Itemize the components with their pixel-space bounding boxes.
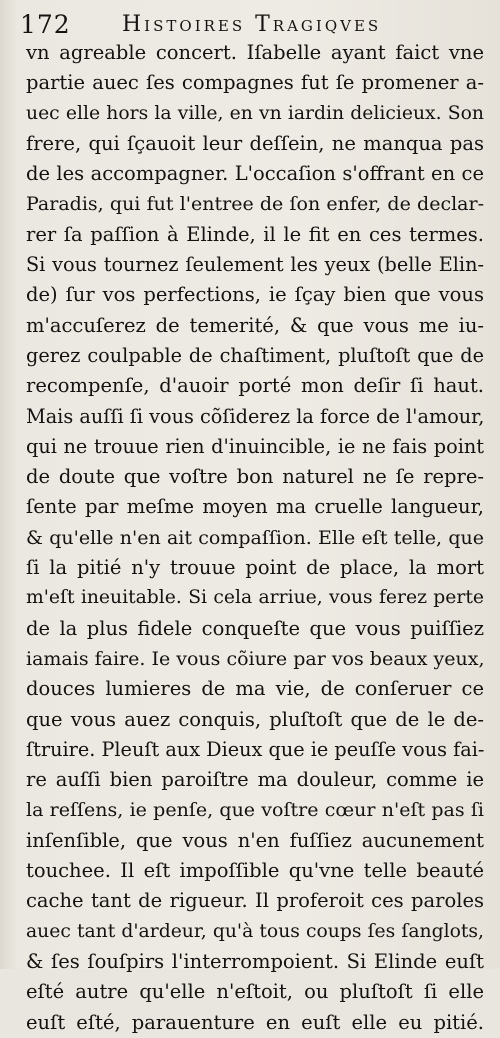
running-title: Histoires Tragiqves [122,12,382,37]
text-line: que vous auez conquis, pluſtoſt que de le de- [26,707,484,731]
text-line: inſenſible, que vous n'en fuſſiez aucunement [26,828,484,852]
text-line: Paradis, qui fut l'entree de ſon enfer, de declar- [26,193,484,216]
text-line: m'accuſerez de temerité, & que vous me iu- [26,313,484,337]
text-line: & ſes ſouſpirs l'interrompoient. Si Elinde euſt [26,949,484,973]
text-line: touchee. Il eſt impoſſible qu'vne telle beauté [26,859,484,883]
text-line: gerez coulpable de chaſtiment, pluſtoſt que de [26,343,484,367]
text-line: vn agreable concert. Iſabelle ayant faict vne [26,41,484,64]
text-line: partie auec ſes compagnes fut ſe promener a- [26,71,484,95]
text-line: de la plus fidele conqueſte que vous puiſſiez [26,616,484,640]
text-line: recompenſe, d'auoir porté mon deſir ſi haut. [26,374,484,398]
text-line: de doute que voſtre bon naturel ne ſe repre- [26,465,484,489]
page-number: 172 [20,10,71,39]
text-line: ſtruire. Pleuſt aux Dieux que ie peuſſe vous fai- [26,737,485,761]
text-line: de) ſur vos perfections, ie ſçay bien que vous [26,283,484,307]
text-line: iamais faire. Ie vous cõiure par vos beaux yeux, [26,647,485,670]
text-line: re auſſi bien paroiſtre ma douleur, comme ie [26,768,484,792]
body-text [26,38,484,1038]
text-line: auec tant d'ardeur, qu'à tous coups ſes ſanglots, [26,920,484,942]
text-line: de les accompagner. L'occaſion s'offrant en ce [26,162,484,186]
text-line: frere, qui ſçauoit leur deſſein, ne manqua pas [26,131,484,155]
text-line: douces lumieres de ma vie, de conſeruer ce [26,677,484,701]
text-line: eſté autre qu'elle n'eſtoit, ou pluſtoſt ſi elle [26,980,484,1004]
text-line: euſt eſté, parauenture en euſt elle eu pitié. [26,1010,484,1034]
running-head [20,8,486,39]
text-line: la reſſens, ie penſe, que voſtre cœur n'eſt pas ſi [26,799,484,822]
text-line: ſente par meſme moyen ma cruelle langueur, [26,495,484,519]
text-line: Si vous tournez ſeulement les yeux (belle Elin- [26,253,484,277]
text-line: rer ſa paſſion à Elinde, il le fit en ces termes. [26,222,484,246]
text-line: Mais auſſi ſi vous cõſiderez la force de l'amour, [26,404,485,428]
text-line: ſi la pitié n'y trouue point de place, la mort [26,556,484,580]
text-line: cache tant de rigueur. Il proferoit ces paroles [26,889,484,913]
text-line: qui ne trouue rien d'inuincible, ie ne fais point [26,434,484,458]
text-line: & qu'elle n'en ait compaſſion. Elle eſt telle, que [26,526,484,549]
text-line: m'eſt ineuitable. Si cela arriue, vous ferez perte [26,587,484,609]
text-line: uec elle hors la ville, en vn iardin delicieux. Son [26,102,484,124]
